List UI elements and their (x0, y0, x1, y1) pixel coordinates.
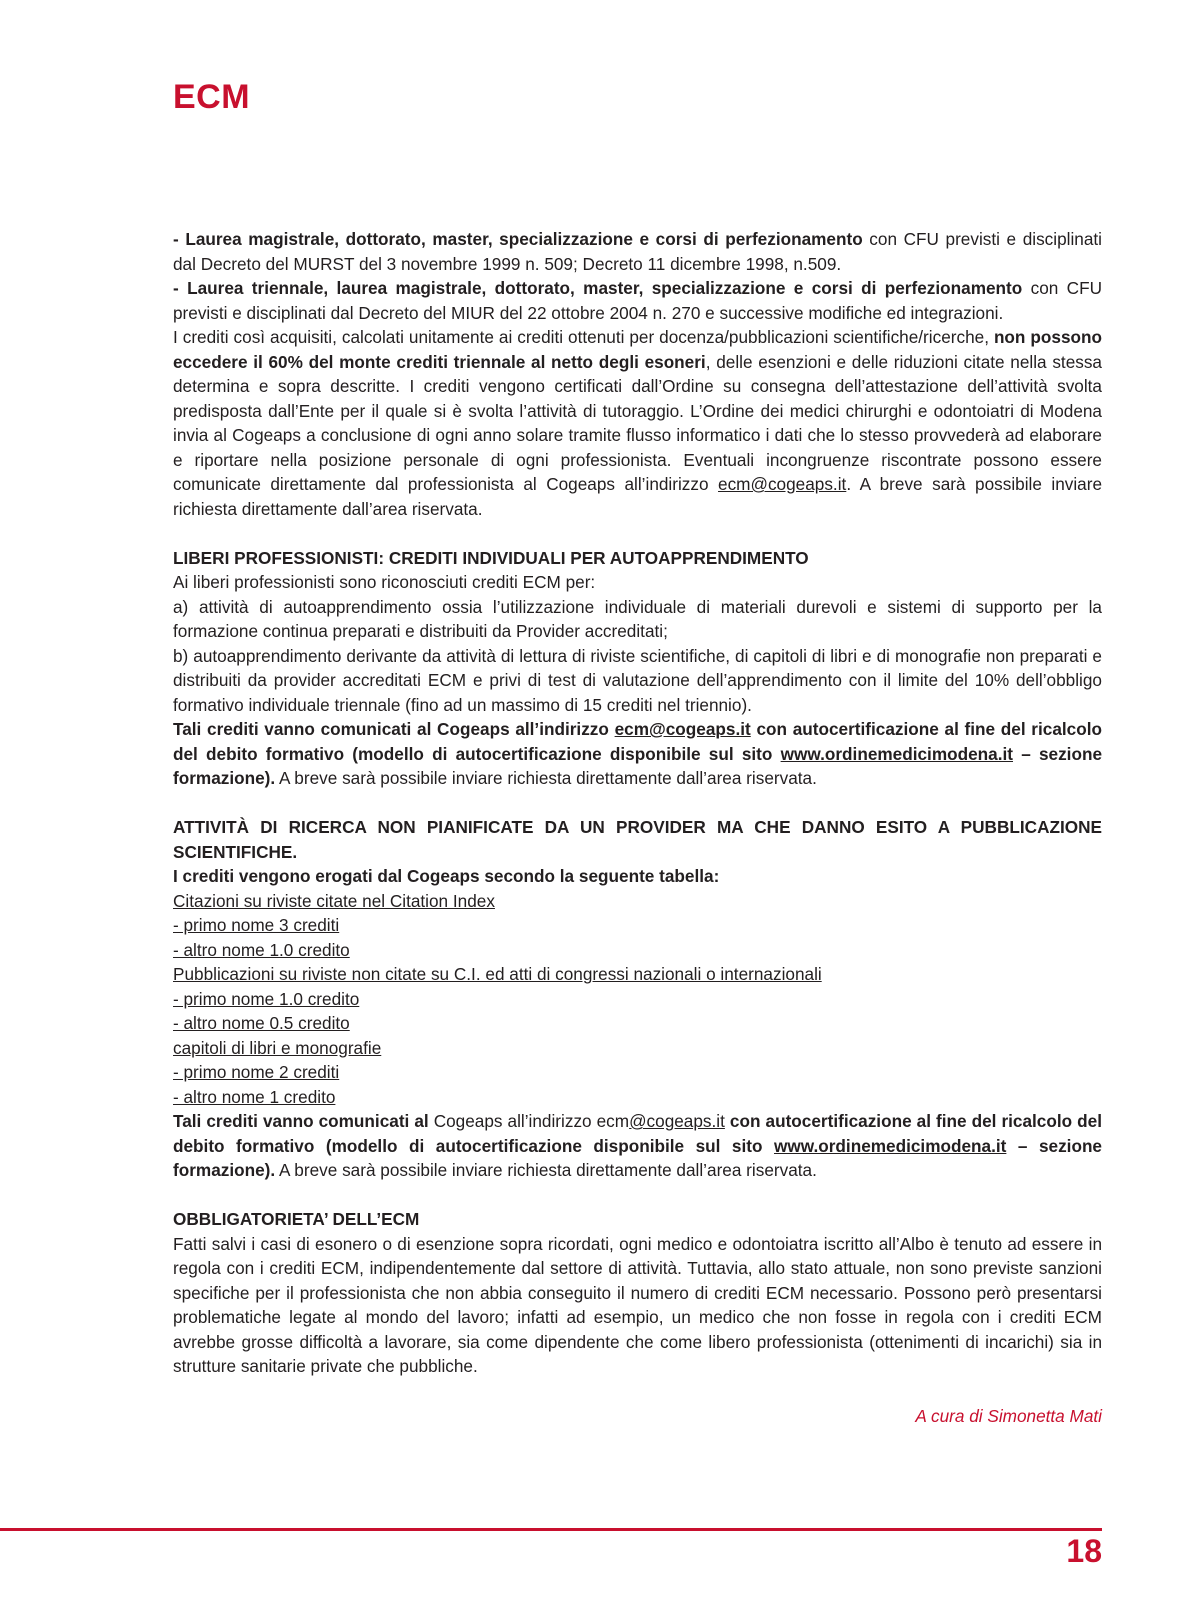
liberi-item-b: b) autoapprendimento derivante da attività di lettura di riviste scientifiche, di capitoli di libri e di monografie non preparati e distribuiti da provider accreditati ECM e privi di test di valutazione dell’apprendimento con il limite del 10% dell’obbligo formativo individuale triennale (fino ad un massimo di 15 crediti nel triennio). (173, 645, 1102, 715)
liberi-note (173, 717, 1102, 791)
ricerca-subheading: I crediti vengono erogati dal Cogeaps secondo la seguente tabella: (173, 866, 720, 886)
text: Cogeaps all’indirizzo ecm (428, 1111, 630, 1131)
bold-text: Tali crediti vanno comunicati al (173, 1111, 429, 1131)
page-title: ECM (173, 78, 251, 116)
list-item: - primo nome 2 crediti (173, 1062, 340, 1082)
list-item: - primo nome 1.0 credito (173, 988, 360, 1009)
list-item: capitoli di libri e monografie (173, 1037, 382, 1058)
spacer (173, 791, 1102, 816)
page-number: 18 (1066, 1533, 1102, 1569)
text: . A breve sarà possibile inviare richiesta direttamente dall’area riservata. (173, 474, 1103, 519)
bold-text: con autocertificazione al fine del ricalcolo del debito formativo (modello di autocertificazione disponibile sul sito (173, 1111, 1102, 1156)
text: con CFU previsti e disciplinati dal Decreto del MURST del 3 novembre 1999 n. 509; Decreto 11 dicembre 1998, n.509. (173, 229, 1102, 274)
list-item: - altro nome 1 credito (173, 1086, 336, 1107)
article-body (173, 227, 1102, 1379)
bold-text: – sezione formazione). (173, 1135, 1102, 1180)
bold-text: - Laurea magistrale, dottorato, master, specializzazione e corsi di perfezionamento (173, 229, 863, 249)
section-heading-liberi: LIBERI PROFESSIONISTI: CREDITI INDIVIDUALI PER AUTOAPPRENDIMENTO (173, 547, 809, 568)
email-link[interactable]: ecm@cogeaps.it (614, 719, 751, 739)
footer-divider (0, 1528, 1102, 1531)
section-heading-obbligo: OBBLIGATORIETA’ DELL’ECM (173, 1209, 420, 1229)
list-item: - primo nome 3 crediti (173, 915, 340, 935)
author-signature: A cura di Simonetta Mati (915, 1406, 1102, 1426)
paragraph-laurea-triennale (173, 276, 1102, 325)
email-link[interactable]: @cogeaps.it (629, 1111, 725, 1131)
bold-text: – sezione formazione). (173, 743, 1102, 788)
spacer (173, 1183, 1102, 1208)
liberi-intro: Ai liberi professionisti sono riconosciuti crediti ECM per: (173, 572, 596, 592)
bold-text: - Laurea triennale, laurea magistrale, dottorato, master, specializzazione e corsi di perfezionamento (173, 278, 1023, 298)
email-link[interactable]: ecm@cogeaps.it (718, 474, 847, 494)
bold-text: con autocertificazione al fine del ricalcolo del debito formativo (modello di autocertificazione disponibile sul sito (173, 719, 1103, 764)
paragraph-laurea-magistrale (173, 227, 1102, 276)
text: A breve sarà possibile inviare richiesta direttamente dall’area riservata. (275, 1160, 817, 1180)
text: , delle esenzioni e delle riduzioni citate nella stessa determina e sopra descritte. I crediti vengono certificati dall’Ordine su consegna dell’attestazione dell’attività svolta predisposta dall’Ente per il quale si è svolta l’attività di tutoraggio. L’Ordine dei medici chirurghi e odontoiatri di Modena invia al Cogeaps a conclusione di ogni anno solare tramite flusso informatico i dati che lo stesso provvederà ad elaborare e riportare nella posizione personale di ogni professionista. Eventuali incongruenze riscontrate possono essere comunicate direttamente dal professionista al Cogeaps all’indirizzo (173, 351, 1102, 494)
bold-text: non possono eccedere il 60% del monte crediti triennale al netto degli esoneri (173, 327, 1103, 372)
paragraph-crediti (173, 325, 1102, 521)
website-link[interactable]: www.ordinemedicimodena.it (774, 1135, 1007, 1156)
ricerca-note (173, 1109, 1102, 1183)
text: I crediti così acquisiti, calcolati unitamente ai crediti ottenuti per docenza/pubblicazioni scientifiche/ricerche, (173, 327, 994, 347)
text: con CFU previsti e disciplinati dal Decreto del MIUR del 22 ottobre 2004 n. 270 e successive modifiche ed integrazioni. (173, 278, 1102, 323)
list-item: Pubblicazioni su riviste non citate su C.I. ed atti di congressi nazionali o internazionali (173, 964, 822, 984)
website-link[interactable]: www.ordinemedicimodena.it (780, 743, 1013, 764)
liberi-item-a: a) attività di autoapprendimento ossia l’utilizzazione individuale di materiali durevoli e sistemi di supporto per la formazione continua preparati e distribuiti da Provider accreditati; (173, 596, 1102, 641)
text: A breve sarà possibile inviare richiesta direttamente dall’area riservata. (275, 768, 817, 788)
list-item: - altro nome 0.5 credito (173, 1013, 350, 1033)
section-heading-ricerca: ATTIVITÀ DI RICERCA NON PIANIFICATE DA UN PROVIDER MA CHE DANNO ESITO A PUBBLICAZIONE SCIENTIFICHE. (173, 817, 1102, 862)
list-item: - altro nome 1.0 credito (173, 939, 350, 960)
obbligo-text: Fatti salvi i casi di esonero o di esenzione sopra ricordati, ogni medico e odontoiatra iscritto all’Albo è tenuto ad essere in regola con i crediti ECM, indipendentemente dal settore di attività. Tuttavia, allo stato attuale, non sono previste sanzioni specifiche per il professionista che non abbia conseguito il numero di crediti ECM necessario. Possono però presentarsi problematiche legate al mondo del lavoro; infatti ad esempio, un medico che non fosse in regola con i crediti ECM avrebbe grosse difficoltà a lavorare, sia come dipendente che come libero professionista (ottenimenti di incarichi) sia in strutture sanitarie private che pubbliche. (173, 1233, 1102, 1376)
list-item: Citazioni su riviste citate nel Citation Index (173, 890, 495, 911)
bold-text: Tali crediti vanno comunicati al Cogeaps all’indirizzo (173, 719, 615, 739)
spacer (173, 521, 1102, 546)
